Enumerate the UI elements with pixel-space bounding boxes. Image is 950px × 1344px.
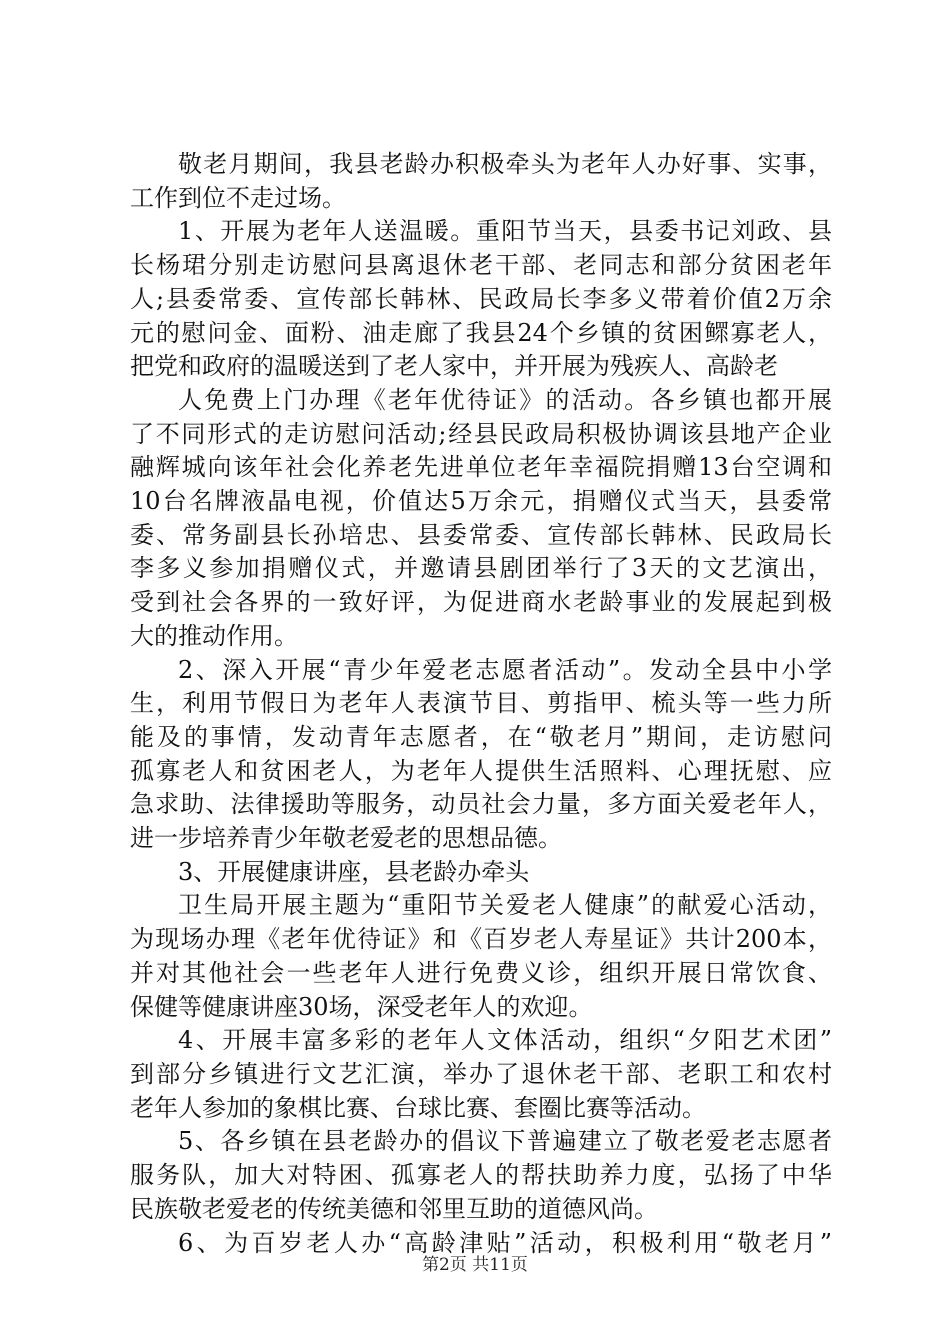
text-line: 人;县委常委、宣传部长韩林、民政局长李多义带着价值2万余 xyxy=(130,284,832,313)
text-line: 敬老月期间，我县老龄办积极牵头为老年人办好事、实事， xyxy=(178,150,832,178)
text-line: 委、常务副县长孙培忠、县委常委、宣传部长韩林、民政局长 xyxy=(130,520,832,549)
text-line: 工作到位不走过场。 xyxy=(130,183,346,212)
text-line: 孤寡老人和贫困老人，为老年人提供生活照料、心理抚慰、应 xyxy=(130,756,832,785)
text-line: 人免费上门办理《老年优待证》的活动。各乡镇也都开展 xyxy=(178,385,832,414)
text-line: 老年人参加的象棋比赛、台球比赛、套圈比赛等活动。 xyxy=(130,1093,706,1122)
text-line: 受到社会各界的一致好评，为促进商水老龄事业的发展起到极 xyxy=(130,588,832,617)
text-line: 4、开展丰富多彩的老年人文体活动，组织“夕阳艺术团” xyxy=(178,1026,832,1055)
text-line: 到部分乡镇进行文艺汇演，举办了退休老干部、老职工和农村 xyxy=(130,1059,832,1088)
text-line: 生，利用节假日为老年人表演节目、剪指甲、梳头等一些力所 xyxy=(130,689,832,718)
text-line: 大的推动作用。 xyxy=(130,621,298,650)
text-line: 卫生局开展主题为“重阳节关爱老人健康”的献爱心活动， xyxy=(178,891,832,920)
text-line: 2、深入开展“青少年爱老志愿者活动”。发动全县中小学 xyxy=(178,655,832,684)
document-body xyxy=(130,148,832,1260)
text-line: 并对其他社会一些老年人进行免费义诊，组织开展日常饮食、 xyxy=(130,958,832,987)
text-line: 融辉城向该年社会化养老先进单位老年幸福院捐赠13台空调和 xyxy=(130,453,832,482)
text-line: 1、开展为老年人送温暖。重阳节当天，县委书记刘政、县 xyxy=(178,217,832,246)
text-line: 李多义参加捐赠仪式，并邀请县剧团举行了3天的文艺演出， xyxy=(130,554,832,583)
text-line: 保健等健康讲座30场，深受老年人的欢迎。 xyxy=(130,992,593,1021)
text-line: 急求助、法律援助等服务，动员社会力量，多方面关爱老年人， xyxy=(130,790,832,819)
text-line: 进一步培养青少年敬老爱老的思想品德。 xyxy=(130,824,562,853)
text-line: 服务队，加大对特困、孤寡老人的帮扶助养力度，弘扬了中华 xyxy=(130,1161,832,1190)
text-line: 了不同形式的走访慰问活动;经县民政局积极协调该县地产企业 xyxy=(130,419,832,448)
text-line: 6、为百岁老人办“高龄津贴”活动，积极利用“敬老月” xyxy=(178,1228,832,1257)
text-line: 把党和政府的温暖送到了老人家中，并开展为残疾人、高龄老 xyxy=(130,352,778,381)
text-line: 10台名牌液晶电视，价值达5万余元，捐赠仪式当天，县委常 xyxy=(130,487,832,516)
text-line: 长杨珺分别走访慰问县离退休老干部、老同志和部分贫困老年 xyxy=(130,251,832,280)
text-line: 3、开展健康讲座，县老龄办牵头 xyxy=(178,857,530,886)
text-line: 民族敬老爱老的传统美德和邻里互助的道德风尚。 xyxy=(130,1194,658,1223)
text-line: 元的慰问金、面粉、油走廊了我县24个乡镇的贫困鳏寡老人， xyxy=(130,318,832,347)
text-line: 能及的事情，发动青年志愿者，在“敬老月”期间，走访慰问 xyxy=(130,722,832,751)
text-line: 为现场办理《老年优待证》和《百岁老人寿星证》共计200本， xyxy=(130,925,832,954)
text-line: 5、各乡镇在县老龄办的倡议下普遍建立了敬老爱老志愿者 xyxy=(178,1127,832,1156)
page-footer: 第2页 共11页 xyxy=(422,1255,528,1275)
